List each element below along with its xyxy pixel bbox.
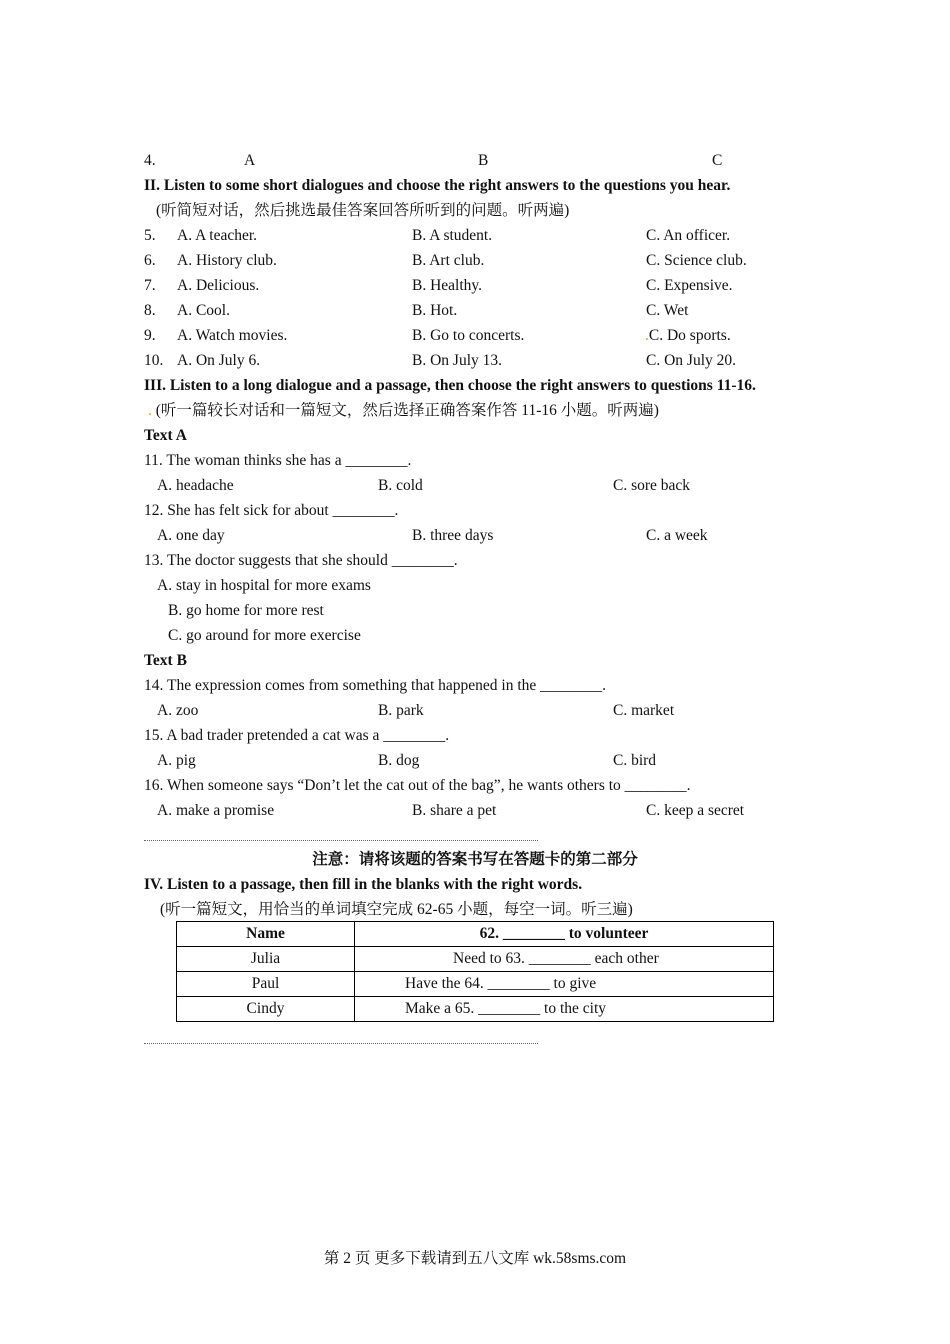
- section3-instruction: (听一篇较长对话和一篇短文，然后选择正确答案作答 11-16 小题。听两遍): [155, 402, 659, 419]
- q13-option-c: C. go around for more exercise: [168, 627, 361, 644]
- q13-stem: 13. The doctor suggests that she should ________.: [144, 552, 458, 569]
- section3-instruction-line: [148, 401, 659, 421]
- q13-option-b: B. go home for more rest: [168, 602, 324, 619]
- option-b: B. Healthy.: [412, 277, 483, 294]
- header-name: Name: [177, 922, 355, 947]
- q4-label-a: A: [244, 152, 256, 169]
- text-a-heading: Text A: [144, 427, 187, 444]
- option-b: B. A student.: [412, 227, 493, 244]
- option-c: C. Expensive.: [646, 277, 733, 294]
- q4-label-b: B: [478, 152, 489, 169]
- q11-option-a: A. headache: [157, 477, 234, 494]
- q16-option-b: B. share a pet: [412, 802, 497, 819]
- option-c: C. Wet: [646, 302, 689, 319]
- section4-instruction: (听一篇短文，用恰当的单词填空完成 62-65 小题，每空一词。听三遍): [160, 901, 633, 918]
- question-number: 9.: [144, 327, 156, 344]
- cell-blank: Make a 65. ________ to the city: [355, 997, 774, 1022]
- option-a: A. On July 6.: [177, 352, 261, 369]
- q11-option-b: B. cold: [378, 477, 423, 494]
- option-a: A. Watch movies.: [177, 327, 288, 344]
- table-row: [177, 947, 774, 972]
- cell-name: Cindy: [177, 997, 355, 1022]
- option-a: A. History club.: [177, 252, 277, 269]
- q16-option-a: A. make a promise: [157, 802, 275, 819]
- stray-dot-mark: .: [148, 402, 152, 419]
- option-b: B. On July 13.: [412, 352, 502, 369]
- q16-option-c: C. keep a secret: [646, 802, 745, 819]
- stray-dot-mark: .: [645, 327, 649, 344]
- q12-stem: 12. She has felt sick for about ________.: [144, 502, 399, 519]
- option-c: C. Science club.: [646, 252, 747, 269]
- q15-option-c: C. bird: [613, 752, 657, 769]
- table-row: [177, 972, 774, 997]
- q12-option-a: A. one day: [157, 527, 225, 544]
- q16-stem: 16. When someone says “Don’t let the cat out of the bag”, he wants others to ________.: [144, 777, 691, 794]
- page-footer: 第 2 页 更多下载请到五八文库 wk.58sms.com: [323, 1250, 627, 1267]
- q15-stem: 15. A bad trader pretended a cat was a ________.: [144, 727, 450, 744]
- q15-option-b: B. dog: [378, 752, 420, 769]
- cell-name: Julia: [177, 947, 355, 972]
- option-c: C. An officer.: [646, 227, 731, 244]
- q14-option-a: A. zoo: [157, 702, 199, 719]
- q12-option-b: B. three days: [412, 527, 494, 544]
- section3-title: III. Listen to a long dialogue and a passage, then choose the right answers to questions 11-16.: [144, 377, 756, 394]
- volunteer-table: [176, 921, 774, 1022]
- cell-name: Paul: [177, 972, 355, 997]
- q12-option-c: C. a week: [646, 527, 708, 544]
- question-number: 5.: [144, 227, 156, 244]
- option-b: B. Go to concerts.: [412, 327, 525, 344]
- cell-blank: Need to 63. ________ each other: [355, 947, 774, 972]
- answer-sheet-notice: 注意：请将该题的答案书写在答题卡的第二部分: [312, 851, 638, 868]
- section2-title: II. Listen to some short dialogues and choose the right answers to the questions you hear.: [144, 177, 731, 194]
- q11-option-c: C. sore back: [613, 477, 691, 494]
- dotted-divider: [144, 840, 538, 841]
- option-a: A. A teacher.: [177, 227, 258, 244]
- q4-number: 4.: [144, 152, 156, 169]
- option-a: A. Cool.: [177, 302, 230, 319]
- text-b-heading: Text B: [144, 652, 187, 669]
- option-a: A. Delicious.: [177, 277, 260, 294]
- cell-blank: Have the 64. ________ to give: [355, 972, 774, 997]
- question-number: 10.: [144, 352, 164, 369]
- table-row: [177, 997, 774, 1022]
- section4-title: IV. Listen to a passage, then fill in the blanks with the right words.: [144, 876, 583, 893]
- option-c: C. Do sports.: [648, 327, 731, 344]
- q13-option-a: A. stay in hospital for more exams: [157, 577, 371, 594]
- q4-label-c: C: [712, 152, 723, 169]
- option-b: B. Art club.: [412, 252, 485, 269]
- q14-stem: 14. The expression comes from something that happened in the ________.: [144, 677, 607, 694]
- question-number: 6.: [144, 252, 156, 269]
- question-number: 7.: [144, 277, 156, 294]
- dotted-divider: [144, 1043, 538, 1044]
- header-volunteer: 62. ________ to volunteer: [355, 922, 774, 947]
- option-c-wrapper: [645, 326, 731, 346]
- option-c: C. On July 20.: [646, 352, 736, 369]
- q14-option-b: B. park: [378, 702, 424, 719]
- option-b: B. Hot.: [412, 302, 458, 319]
- question-number: 8.: [144, 302, 156, 319]
- table-header-row: [177, 922, 774, 947]
- q14-option-c: C. market: [613, 702, 675, 719]
- q15-option-a: A. pig: [157, 752, 196, 769]
- section2-instruction: (听简短对话，然后挑选最佳答案回答所听到的问题。听两遍): [156, 202, 570, 219]
- q11-stem: 11. The woman thinks she has a ________.: [144, 452, 412, 469]
